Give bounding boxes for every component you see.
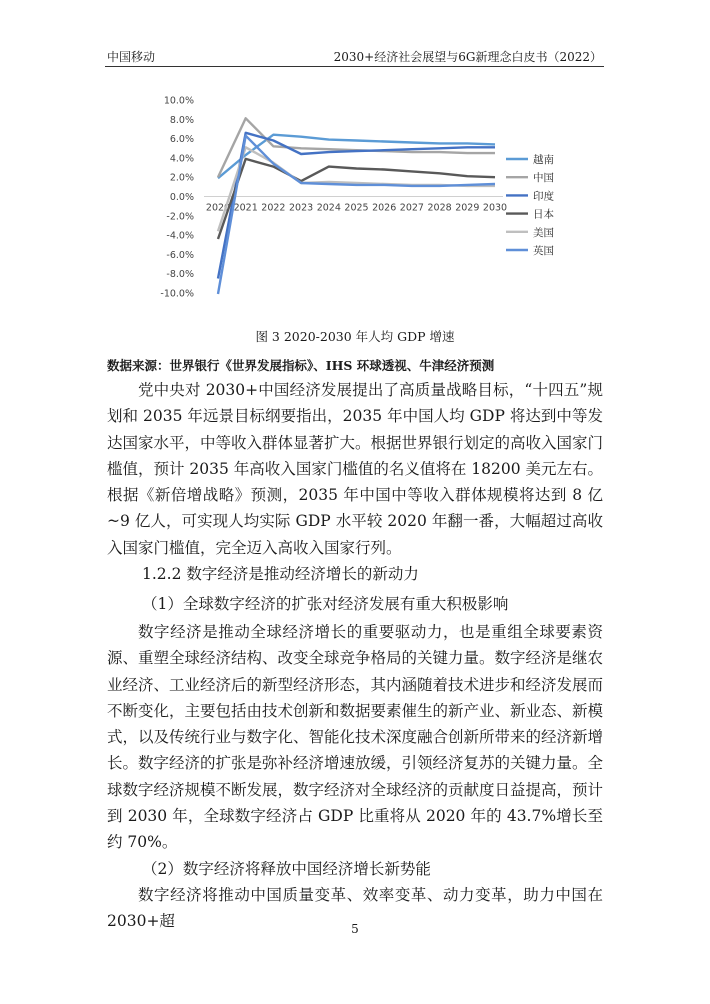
x-tick-label: 2029 [455,202,480,214]
legend-label: 印度 [533,190,554,203]
figure-caption: 图 3 2020-2030 年人均 GDP 增速 [255,329,455,344]
y-tick-label: 4.0% [169,153,194,165]
y-tick-label: 2.0% [169,172,194,184]
series-line [218,159,495,239]
y-tick-label: -8.0% [166,269,194,281]
y-tick-label: 0.0% [169,192,194,203]
x-tick-label: 2024 [316,202,341,214]
x-tick-label: 2023 [289,202,314,214]
y-tick-label: -2.0% [166,211,194,223]
y-tick-label: 8.0% [169,114,194,126]
x-tick-label: 2026 [372,202,397,214]
y-axis-ticks [160,96,194,300]
y-tick-label: 6.0% [169,134,194,146]
x-tick-label: 2028 [427,202,452,214]
figure-source: 数据来源：世界银行《世界发展指标》、IHS 环球透视、牛津经济预测 [107,358,495,373]
paragraph-3: 数字经济将推动中国质量变革、效率变革、动力变革，助力中国在 2030+超 [107,886,603,931]
legend-label: 日本 [533,208,554,221]
x-axis-ticks [206,203,507,214]
paragraph-2: 数字经济是推动全球经济增长的重要驱动力，也是重组全球要素资源、重塑全球经济结构、改变全球竞争格局的关键力量。数字经济是继农业经济、工业经济后的新型经济形态，其内涵随着技术进步和经济发展而不断变化，主要包括由技术创新和数据要素催生的新产业、新业态、新模式，以及传统行业与数字化、智能化技术深度融合创新所带来的经济新增长。数字经济的扩张是弥补经济增速放缓，引领经济复苏的关键力量。全球数字经济规模不断发展，数字经济对全球经济的贡献度日益提高，预计到 2030 年，全球数字经济占 GDP 比重将从 2020 年的 43.7%增长至约 70%。 [107,623,604,852]
x-tick-label: 2027 [399,202,424,214]
series-line [218,147,495,231]
subheading-2: （2）数字经济将释放中国经济增长新势能 [142,860,431,878]
legend [506,153,554,257]
legend-label: 中国 [533,172,554,185]
page-header-right: 2030+经济社会展望与6G新理念白皮书（2022） [333,50,602,64]
section-heading-1-2-2: 1.2.2 数字经济是推动经济增长的新动力 [142,565,419,583]
legend-label: 英国 [533,245,554,257]
x-tick-label: 2021 [233,202,258,214]
series-line [218,136,495,294]
series-line [218,135,495,179]
y-tick-label: -4.0% [166,230,194,242]
y-tick-label: -6.0% [166,249,194,261]
x-tick-label: 2020 [205,202,231,214]
y-tick-label: 10.0% [163,95,194,107]
gdp-growth-line-chart [150,88,570,313]
page-header-left: 中国移动 [107,50,156,64]
header-rule [105,66,604,67]
paragraph-1: 党中央对 2030+中国经济发展提出了高质量战略目标，“十四五”规划和 2035 年远景目标纲要指出，2035 年中国人均 GDP 将达到中等发达国家水平，中等收入群体显著扩大。根据世界银行划定的高收入国家门槛值，预计 2035 年高收入国家门槛值的名义值将在 18200 美元左右。根据《新倍增战略》预测，2035 年中国中等收入群体规模将达到 8 亿~9 亿人，可实现人均实际 GDP 水平较 2020 年翻一番，大幅超过高收入国家门槛值，完全迈入高收入国家行列。 [107,381,604,557]
x-tick-label: 2022 [261,202,286,214]
y-tick-label: -10.0% [160,288,194,300]
subheading-1: （1）全球数字经济的扩张对经济发展有重大积极影响 [142,595,509,613]
legend-label: 美国 [533,226,554,239]
page-number: 5 [351,922,359,936]
legend-label: 越南 [533,154,554,166]
x-tick-label: 2025 [344,202,369,214]
x-tick-label: 2030 [482,202,508,214]
